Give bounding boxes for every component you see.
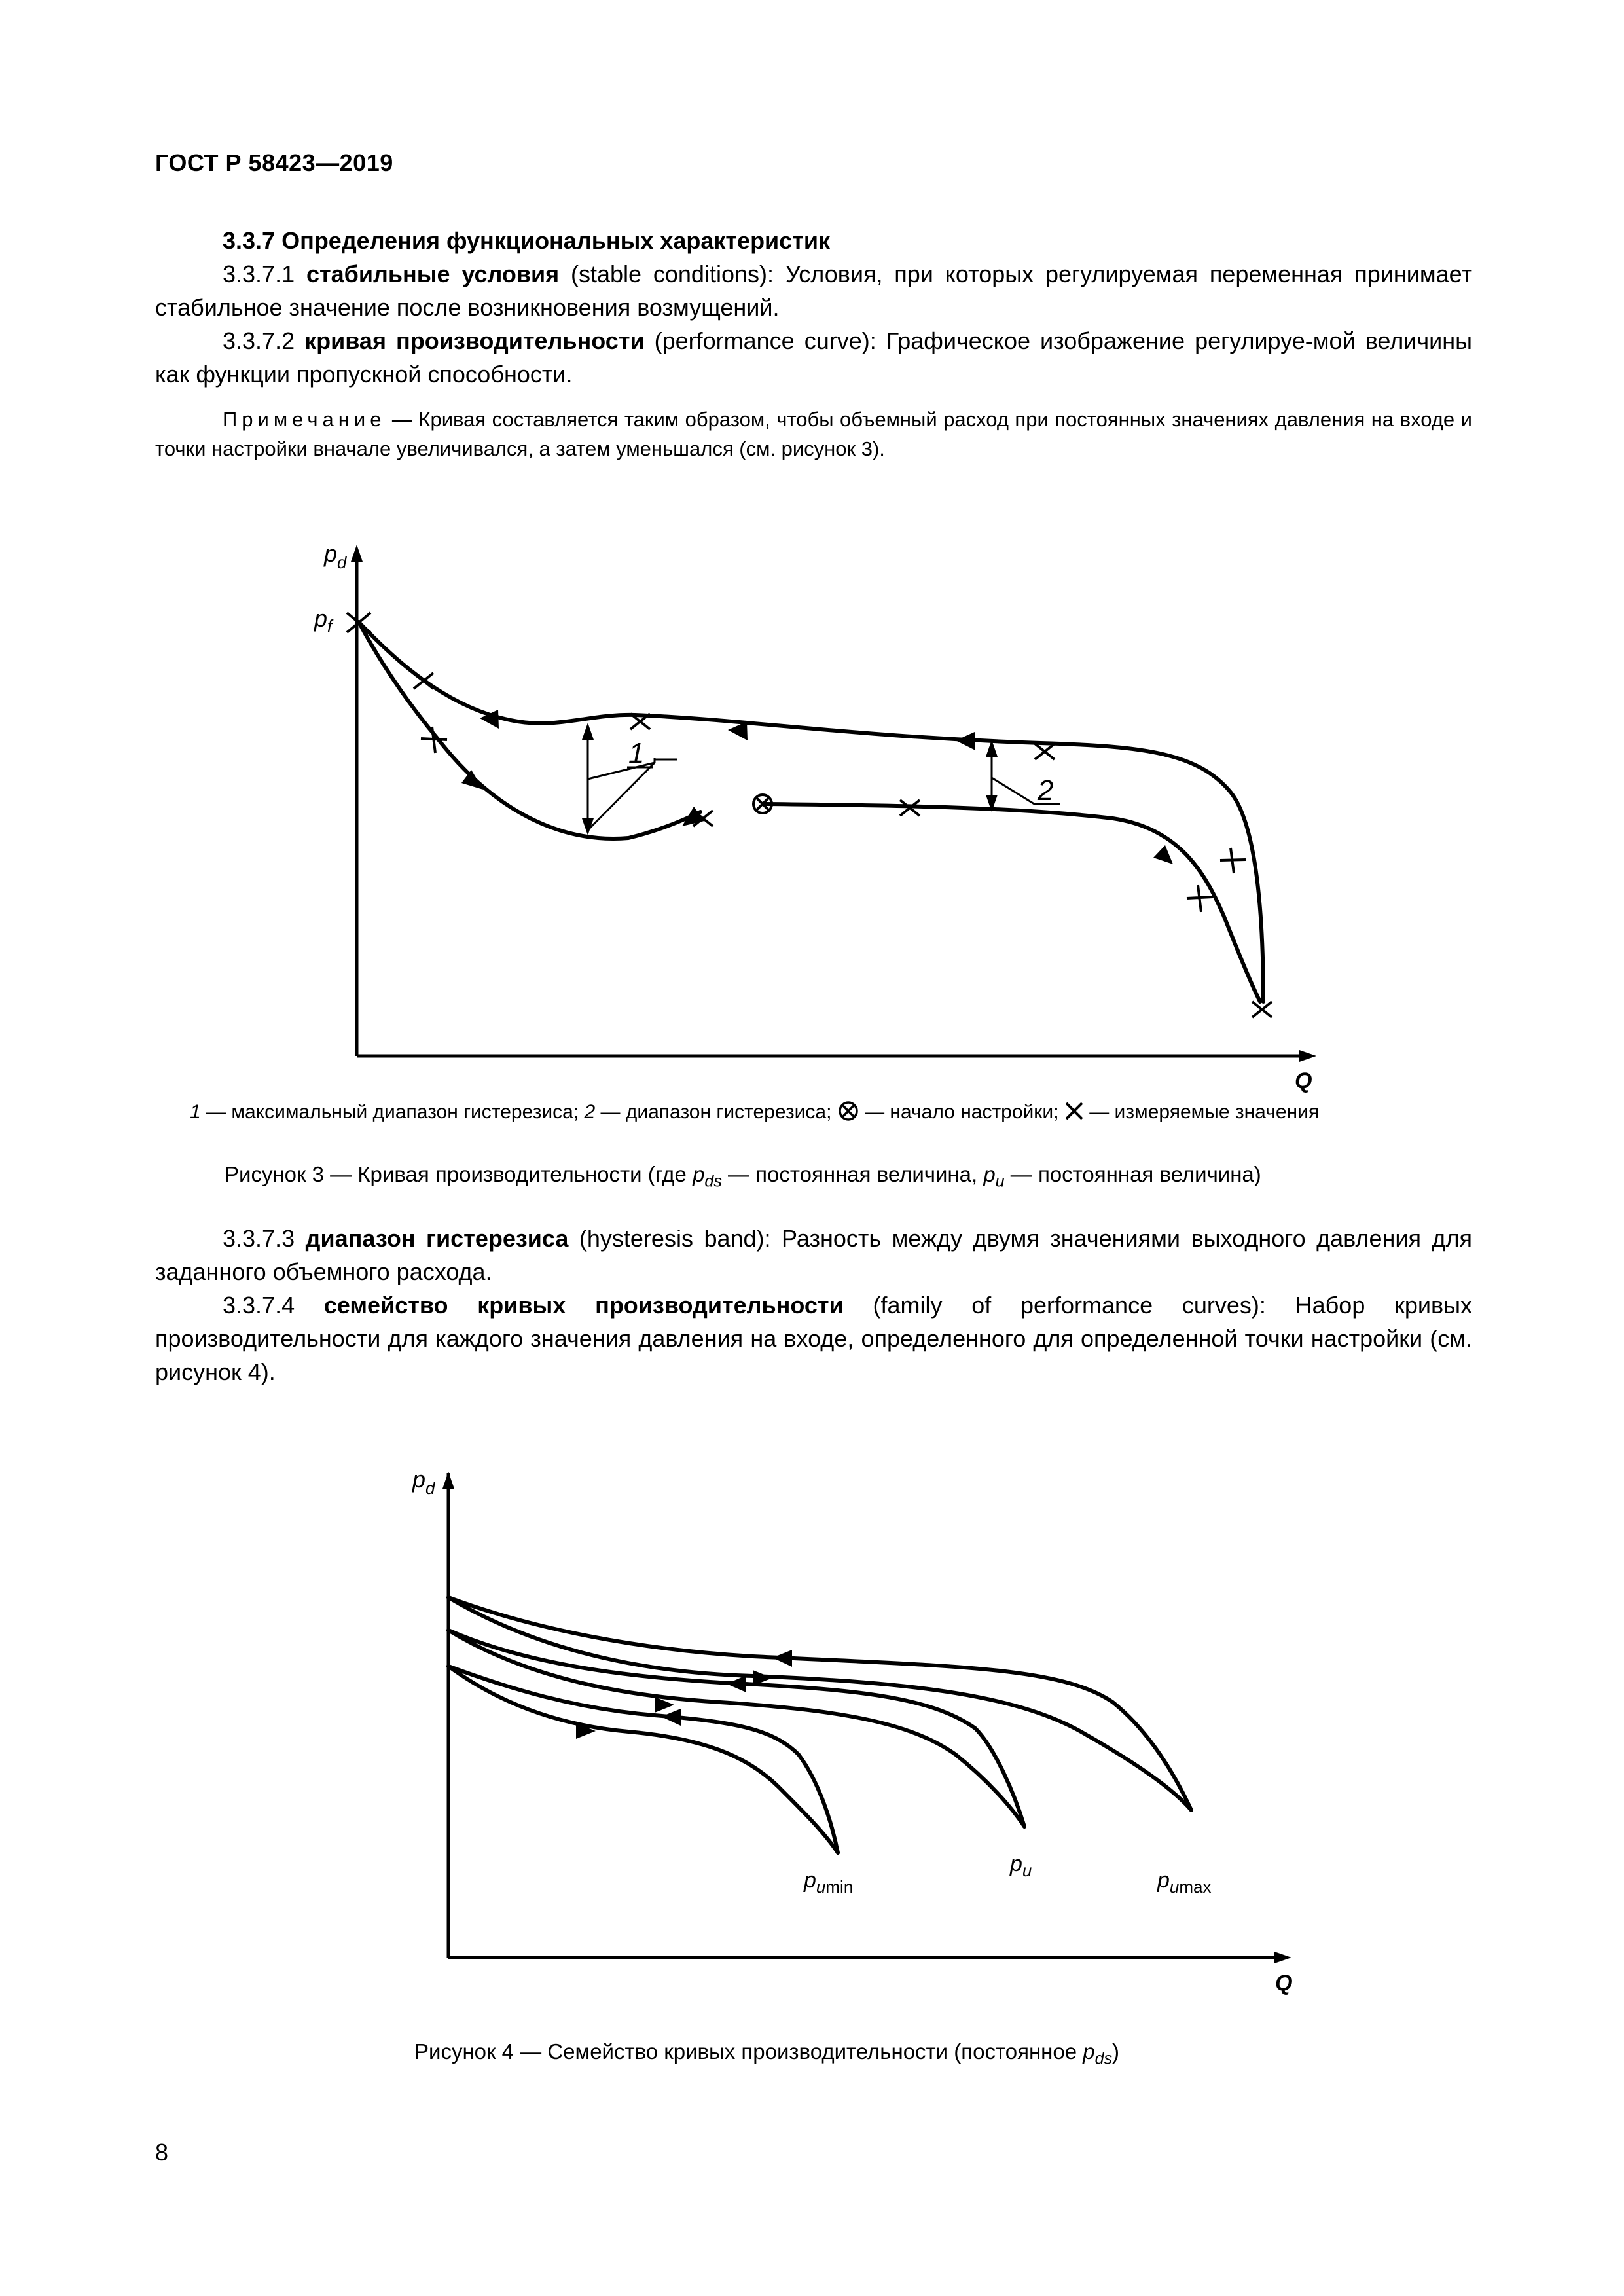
term-definition: : Разность между двумя значениями выходного давления для заданного объемного расхода. <box>155 1225 1472 1285</box>
note-label: Примечание <box>223 408 386 431</box>
legend-text-4: — измеряемые значения <box>1083 1101 1320 1123</box>
term-number: 3.3.7.1 <box>223 261 295 287</box>
caption-part: — постоянная величина, <box>721 1162 984 1186</box>
page-number: 8 <box>155 2139 169 2166</box>
term-number: 3.3.7.4 <box>223 1292 295 1319</box>
legend-num-1: 1 <box>190 1101 201 1123</box>
fig4-caption <box>414 2039 1119 2069</box>
fig4-arrow <box>661 1709 681 1726</box>
fig4-y-axis-arrow <box>442 1472 454 1489</box>
fig4-y-axis-label: $p_d$ <box>412 1466 435 1498</box>
term-name: семейство кривых производительности <box>323 1292 844 1319</box>
caption-subscript: ds <box>1094 2049 1113 2068</box>
caption-part: — постоянная величина) <box>1004 1162 1261 1186</box>
fig4-curve-pumax-upper <box>448 1597 1191 1810</box>
section-heading: 3.3.7 Определения функциональных характеристик <box>223 227 830 254</box>
fig4-label-pumax: $p_u\max$ <box>1157 1868 1212 1897</box>
term-english: (hysteresis band) <box>579 1225 765 1252</box>
term-definition: : Условия, при которых регулируемая переменная принимает стабильное значение после возникновения возмущений. <box>155 261 1472 321</box>
term-english: (stable conditions) <box>570 261 767 287</box>
term-number: 3.3.7.3 <box>223 1225 295 1252</box>
fig3-callout-1: 1 <box>628 737 645 769</box>
term-english: (performance curve) <box>654 327 870 354</box>
term-number: 3.3.7.2 <box>223 327 295 354</box>
note-text: — Кривая составляется таким образом, чтобы объемный расход при постоянных значениях давления на входе и точки настройки вначале увеличивался, а затем уменьшался (см. рисунок 3). <box>155 408 1472 460</box>
fig4-curve-pu-upper <box>448 1630 1024 1827</box>
legend-text-3: — начало настройки; <box>859 1101 1064 1123</box>
fig4-x-axis-arrow <box>1274 1952 1291 1963</box>
fig3-x-axis-label: Q <box>1295 1068 1312 1093</box>
caption-symbol: p <box>693 1162 705 1186</box>
caption-subscript: ds <box>704 1172 722 1191</box>
fig4-direction-arrows <box>576 1650 792 1739</box>
fig3-y-axis-label: $p_d$ <box>324 540 347 572</box>
caption-part: ) <box>1112 2039 1120 2064</box>
term-definition: : Графическое изображение регулируе-мой величины как функции пропускной способности. <box>155 327 1472 388</box>
fig3-callout-2: 2 <box>1038 774 1054 807</box>
caption-part: Рисунок 4 — Семейство кривых производительности (постоянное <box>414 2039 1083 2064</box>
fig4-label-pu: $p_u$ <box>1010 1851 1032 1880</box>
term-name: диапазон гистерезиса <box>305 1225 569 1252</box>
fig3-pf-label: $p_f$ <box>314 605 333 636</box>
fig4-x-axis-label: Q <box>1275 1971 1293 1995</box>
caption-symbol: p <box>983 1162 996 1186</box>
legend-num-2: 2 <box>584 1101 596 1123</box>
caption-part: Рисунок 3 — Кривая производительности (где <box>225 1162 693 1186</box>
caption-subscript: u <box>995 1172 1005 1191</box>
term-definition: : Набор кривых производительности для каждого значения давления на входе, определенного для определенной точки настройки (см. рисунок 4). <box>155 1292 1472 1385</box>
term-name: стабильные условия <box>306 261 560 287</box>
legend-text-1: — максимальный диапазон гистерезиса; <box>200 1101 585 1123</box>
fig4-label-pumin: $p_u\min$ <box>804 1868 854 1897</box>
fig4-arrow <box>772 1650 792 1667</box>
term-english: (family of performance curves) <box>873 1292 1259 1319</box>
document-code: ГОСТ Р 58423—2019 <box>155 149 393 176</box>
legend-text-2: — диапазон гистерезиса; <box>595 1101 837 1123</box>
term-name: кривая производительности <box>304 327 645 354</box>
fig4-arrow <box>727 1675 746 1692</box>
caption-symbol: p <box>1083 2039 1095 2064</box>
